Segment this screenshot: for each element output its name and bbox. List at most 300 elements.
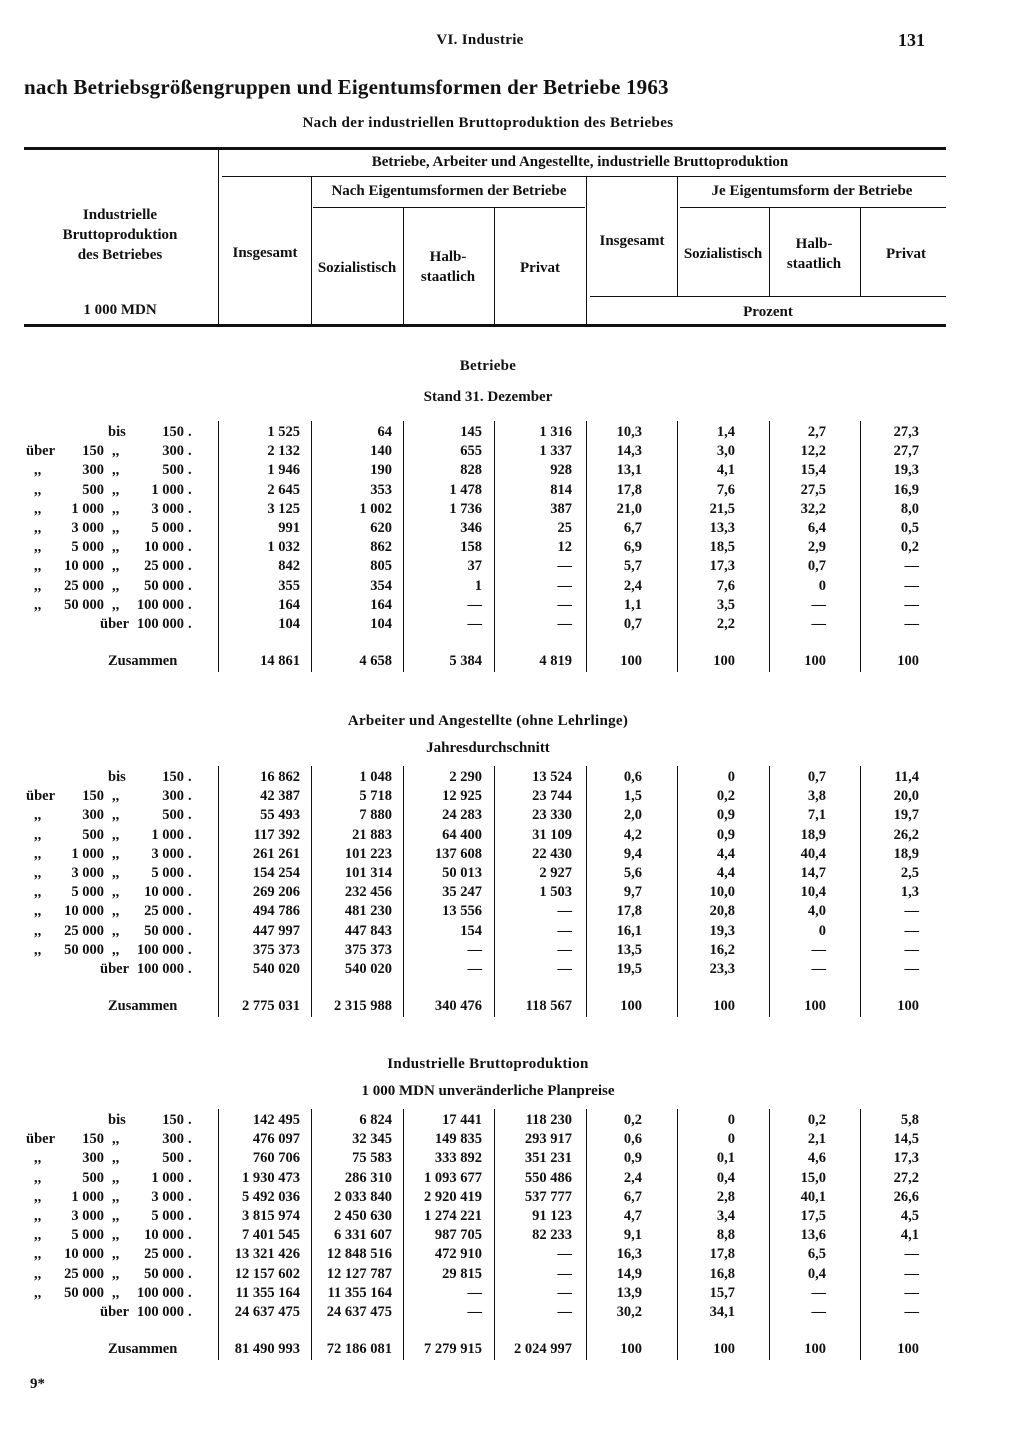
- table-cell: 190: [370, 462, 392, 479]
- table-cell: 0: [818, 922, 826, 939]
- table-cell: 5,7: [623, 558, 642, 575]
- group-pct-header: Je Eigentumsform der Betriebe: [711, 183, 913, 199]
- table-cell: 1 048: [359, 769, 392, 785]
- row-label-dot: .: [188, 1246, 192, 1263]
- row-label-dot: .: [188, 443, 192, 460]
- table-cell: 17,8: [616, 481, 642, 498]
- table-cell: —: [904, 941, 919, 958]
- table-cell: 655: [460, 443, 482, 460]
- table-cell: 13,9: [616, 1284, 642, 1301]
- row-label-from: 150: [82, 788, 104, 805]
- table-cell: 27,2: [893, 1169, 919, 1186]
- table-cell: 4,2: [623, 826, 642, 843]
- table-cell: 0,6: [623, 769, 642, 785]
- table-cell: 26,6: [893, 1188, 919, 1205]
- row-label-dot: .: [188, 1265, 192, 1282]
- table-cell: —: [904, 558, 919, 575]
- table-cell: —: [557, 558, 572, 575]
- row-label-prefix: ,,: [34, 1208, 42, 1224]
- table-cell: 2,2: [716, 616, 735, 632]
- row-label-from: 5 000: [71, 539, 104, 556]
- table-cell: 30,2: [616, 1304, 642, 1320]
- total-cell: 7 279 915: [424, 1341, 482, 1357]
- table-cell: 12 157 602: [234, 1265, 300, 1282]
- table-cell: 1 525: [267, 424, 300, 440]
- row-label-from: 500: [82, 826, 104, 843]
- row-label-from: 1 000: [71, 500, 104, 517]
- row-label-dot: .: [188, 1304, 192, 1320]
- total-cell: 2 315 988: [334, 998, 392, 1014]
- table-cell: 351 231: [524, 1150, 572, 1167]
- total-cell: 100: [620, 653, 642, 669]
- row-label-to: 3 000: [151, 1188, 184, 1205]
- table-cell: 20,8: [709, 903, 735, 920]
- row-label-dot: .: [188, 941, 192, 958]
- table-cell: 1 093 677: [424, 1169, 482, 1186]
- table-cell: 19,7: [893, 807, 919, 824]
- table-cell: 14,5: [893, 1131, 919, 1148]
- table-cell: 1,5: [623, 788, 642, 805]
- table-cell: —: [904, 1246, 919, 1263]
- row-label-prefix: ,,: [34, 1227, 42, 1244]
- total-cell: 2 775 031: [242, 998, 300, 1014]
- table-cell: 620: [370, 520, 392, 536]
- table-cell: 140: [370, 443, 392, 460]
- table-cell: —: [557, 1304, 572, 1320]
- row-label-to: 25 000: [144, 558, 184, 575]
- table-cell: 149 835: [434, 1131, 482, 1148]
- row-label-dot: .: [188, 424, 192, 440]
- row-label-from: 5 000: [71, 1227, 104, 1244]
- table-cell: 1 002: [359, 500, 392, 517]
- row-label-dot: .: [188, 520, 192, 536]
- table-cell: —: [467, 1284, 482, 1301]
- row-label-to: 3 000: [151, 845, 184, 862]
- row-label-from: 300: [82, 807, 104, 824]
- table-cell: 537 777: [524, 1188, 572, 1205]
- row-label-dot: .: [188, 462, 192, 479]
- row-label-to: 1 000: [151, 826, 184, 843]
- table-cell: 4,4: [716, 845, 735, 862]
- table-cell: 158: [460, 539, 482, 556]
- row-label-mid: ,,: [112, 1188, 120, 1205]
- table-cell: 0,5: [900, 520, 919, 536]
- row-label-mid: ,,: [112, 807, 120, 824]
- table-cell: 145: [460, 424, 482, 440]
- row-label-mid: ,,: [112, 558, 120, 575]
- row-label-mid: ,,: [112, 520, 120, 536]
- table-cell: 842: [278, 558, 300, 575]
- total-cell: 100: [804, 653, 826, 669]
- row-label-dot: .: [188, 1112, 192, 1128]
- table-cell: 354: [370, 577, 392, 594]
- table-cell: 2 927: [539, 865, 572, 881]
- row-label-prefix: ,,: [34, 903, 42, 920]
- table-cell: 6,9: [623, 539, 642, 556]
- table-cell: 32,2: [800, 500, 826, 517]
- table-cell: 104: [370, 616, 392, 632]
- table-cell: 353: [370, 481, 392, 498]
- table-cell: —: [467, 1304, 482, 1320]
- row-label-dot: .: [188, 865, 192, 881]
- header-vrule: [311, 177, 312, 324]
- table-cell: 0,7: [807, 558, 826, 575]
- table-cell: 17,8: [709, 1246, 735, 1263]
- row-label-to: 5 000: [151, 865, 184, 881]
- row-label-dot: .: [188, 1150, 192, 1167]
- table-cell: 9,1: [623, 1227, 642, 1244]
- row-label-prefix: ,,: [34, 1169, 42, 1186]
- table-cell: 5,8: [900, 1112, 919, 1128]
- table-cell: 11,4: [894, 769, 919, 785]
- table-cell: 11 355 164: [327, 1284, 392, 1301]
- total-cell: 2 024 997: [514, 1341, 572, 1357]
- row-label-prefix: ,,: [34, 845, 42, 862]
- row-label-dot: .: [188, 1169, 192, 1186]
- table-cell: 13,6: [800, 1227, 826, 1244]
- col-insgesamt-pct-header: Insgesamt: [599, 233, 665, 249]
- row-label-mid: ,,: [112, 1265, 120, 1282]
- table-cell: 13 556: [442, 903, 482, 920]
- table-cell: 14,9: [616, 1265, 642, 1282]
- table-cell: —: [811, 616, 826, 632]
- total-cell: 4 819: [539, 653, 572, 669]
- row-label-to: 500: [162, 1150, 184, 1167]
- table-cell: 7,1: [807, 807, 826, 824]
- table-cell: 27,7: [893, 443, 919, 460]
- page-title: nach Betriebsgrößengruppen und Eigentumsformen der Betriebe 1963: [24, 75, 669, 99]
- table-cell: 0,2: [900, 539, 919, 556]
- table-cell: 24 637 475: [326, 1304, 392, 1320]
- table-cell: 18,9: [800, 826, 826, 843]
- table-cell: 355: [278, 577, 300, 594]
- table-cell: —: [557, 941, 572, 958]
- table-cell: 11 355 164: [235, 1284, 300, 1301]
- table-cell: 0,9: [716, 826, 735, 843]
- row-label-from: 10 000: [64, 558, 104, 575]
- table-cell: 6,7: [623, 520, 642, 536]
- row-label-from: 25 000: [64, 922, 104, 939]
- total-cell: 100: [713, 998, 735, 1014]
- table-cell: 118 230: [525, 1112, 572, 1128]
- total-cell: 118 567: [525, 998, 572, 1014]
- total-cell: 100: [713, 653, 735, 669]
- total-cell: 340 476: [434, 998, 482, 1014]
- total-cell: 5 384: [449, 653, 482, 669]
- table-cell: 293 917: [524, 1131, 572, 1148]
- row-label-dot: .: [188, 1208, 192, 1224]
- header-top-rule: [24, 147, 946, 150]
- table-cell: 1 478: [449, 481, 482, 498]
- row-label-mid: ,,: [112, 1208, 120, 1224]
- table-cell: 104: [278, 616, 300, 632]
- total-cell: 100: [897, 1341, 919, 1357]
- table-cell: 7,6: [716, 481, 735, 498]
- table-cell: 16,1: [616, 922, 642, 939]
- table-cell: 0: [727, 1112, 735, 1128]
- row-label-dot: .: [188, 616, 192, 632]
- table-cell: 15,4: [800, 462, 826, 479]
- table-cell: 17,8: [616, 903, 642, 920]
- table-cell: 64 400: [442, 826, 482, 843]
- table-cell: 13,5: [616, 941, 642, 958]
- table-cell: 2 450 630: [334, 1208, 392, 1224]
- row-label-prefix: ,,: [34, 1188, 42, 1205]
- table-cell: 0,2: [623, 1112, 642, 1128]
- row-label-dot: .: [188, 807, 192, 824]
- table-cell: 4,1: [716, 462, 735, 479]
- table-cell: 23 330: [532, 807, 572, 824]
- table-cell: 375 373: [252, 941, 300, 958]
- table-cell: 814: [550, 481, 572, 498]
- row-label-to: 100 000: [136, 1284, 184, 1301]
- table-cell: 27,5: [800, 481, 826, 498]
- section-title: Arbeiter und Angestellte (ohne Lehrlinge): [347, 713, 629, 729]
- table-cell: 37: [467, 558, 482, 575]
- table-cell: —: [811, 596, 826, 613]
- table-cell: —: [811, 941, 826, 958]
- table-cell: 333 892: [434, 1150, 482, 1167]
- table-cell: —: [467, 941, 482, 958]
- row-label-mid: ,,: [112, 577, 120, 594]
- table-cell: 7,6: [716, 577, 735, 594]
- col-privat-pct-header: Privat: [886, 246, 926, 262]
- table-cell: 15,0: [800, 1169, 826, 1186]
- row-label-dot: .: [188, 845, 192, 862]
- row-label-from: 300: [82, 1150, 104, 1167]
- table-cell: 6 824: [359, 1112, 392, 1128]
- table-cell: 5,6: [623, 865, 642, 881]
- table-cell: 14,7: [800, 865, 826, 881]
- row-label-prefix: ,,: [34, 520, 42, 536]
- table-cell: 17 441: [442, 1112, 482, 1128]
- table-cell: 346: [460, 520, 482, 536]
- table-cell: 3 815 974: [242, 1208, 300, 1224]
- row-label-to: 150: [162, 424, 184, 440]
- row-label-prefix: ,,: [34, 577, 42, 594]
- table-cell: 4,4: [716, 865, 735, 881]
- row-label-from: 50 000: [64, 941, 104, 958]
- row-label-prefix: ,,: [34, 1284, 42, 1301]
- table-cell: 6,5: [807, 1246, 826, 1263]
- row-label-from: 500: [82, 1169, 104, 1186]
- row-label-prefix: ,,: [34, 1265, 42, 1282]
- table-cell: —: [557, 577, 572, 594]
- table-cell: 17,3: [893, 1150, 919, 1167]
- page-subtitle: Nach der industriellen Bruttoproduktion des Betriebes: [302, 115, 674, 131]
- row-label-to: 100 000: [136, 616, 184, 632]
- row-label-mid: ,,: [112, 922, 120, 939]
- table-cell: 164: [370, 596, 392, 613]
- row-label-to: 300: [162, 788, 184, 805]
- row-label-prefix: ,,: [34, 807, 42, 824]
- table-cell: 40,1: [800, 1188, 826, 1205]
- table-cell: 101 314: [344, 865, 392, 881]
- table-cell: 2,0: [623, 807, 642, 824]
- table-cell: 2 033 840: [334, 1188, 392, 1205]
- table-cell: 14,3: [616, 443, 642, 460]
- row-label-from: 1 000: [71, 845, 104, 862]
- table-cell: 13 524: [532, 769, 572, 785]
- total-cell: 100: [620, 998, 642, 1014]
- table-cell: 35 247: [442, 884, 482, 901]
- table-cell: 137 608: [434, 845, 482, 862]
- col-insgesamt-header: Insgesamt: [232, 245, 298, 261]
- table-cell: 18,9: [893, 845, 919, 862]
- row-label-dot: .: [188, 961, 192, 977]
- table-cell: 286 310: [344, 1169, 392, 1186]
- table-cell: 164: [278, 596, 300, 613]
- row-label-to: 3 000: [151, 500, 184, 517]
- table-cell: 17,3: [709, 558, 735, 575]
- table-cell: 0,2: [716, 788, 735, 805]
- col-halb-pct-header: Halb- staatlich: [786, 236, 842, 272]
- total-cell: 4 658: [359, 653, 392, 669]
- page-number: 131: [898, 30, 925, 50]
- row-label-dot: .: [188, 1188, 192, 1205]
- row-label-from: 50 000: [64, 1284, 104, 1301]
- group-pct-rule: [680, 207, 946, 208]
- table-cell: 154: [460, 922, 482, 939]
- row-label-to: 10 000: [144, 884, 184, 901]
- row-label-prefix: über: [26, 443, 55, 460]
- row-label-from: 150: [82, 443, 104, 460]
- row-label-to: 1 000: [151, 1169, 184, 1186]
- table-cell: 7 880: [359, 807, 392, 824]
- table-cell: 1,4: [716, 424, 735, 440]
- table-cell: —: [557, 903, 572, 920]
- row-label-to: 50 000: [144, 922, 184, 939]
- table-cell: 24 637 475: [234, 1304, 300, 1320]
- row-label-to: 10 000: [144, 539, 184, 556]
- table-cell: 16,2: [709, 941, 735, 958]
- row-label-mid: ,,: [112, 941, 120, 958]
- row-label-mid: über: [100, 1304, 129, 1320]
- table-cell: 2,4: [623, 577, 642, 594]
- row-label-mid: ,,: [112, 481, 120, 498]
- table-cell: 0: [727, 1131, 735, 1148]
- super-header-rule: [222, 176, 946, 177]
- table-cell: 82 233: [532, 1227, 572, 1244]
- table-cell: 2,4: [623, 1169, 642, 1186]
- table-cell: 19,3: [893, 462, 919, 479]
- table-cell: 805: [370, 558, 392, 575]
- row-label-from: 25 000: [64, 577, 104, 594]
- row-label-dot: .: [188, 788, 192, 805]
- table-cell: 40,4: [800, 845, 826, 862]
- table-cell: 5 718: [359, 788, 392, 805]
- table-cell: 12 848 516: [326, 1246, 392, 1263]
- table-cell: 476 097: [252, 1131, 300, 1148]
- super-header: Betriebe, Arbeiter und Angestellte, industrielle Bruttoproduktion: [371, 154, 789, 170]
- table-cell: 75 583: [352, 1150, 392, 1167]
- table-cell: 21,0: [616, 500, 642, 517]
- table-cell: 828: [460, 462, 482, 479]
- table-cell: 9,4: [623, 845, 642, 862]
- table-cell: 12,2: [800, 443, 826, 460]
- table-cell: 550 486: [524, 1169, 572, 1186]
- table-cell: 1 503: [539, 884, 572, 901]
- row-label-mid: ,,: [112, 845, 120, 862]
- table-cell: 862: [370, 539, 392, 556]
- section-title: Betriebe: [459, 358, 517, 374]
- row-label-to: 500: [162, 462, 184, 479]
- table-cell: 0,1: [716, 1150, 735, 1167]
- table-cell: 5 492 036: [242, 1188, 300, 1205]
- row-label-prefix: über: [26, 1131, 55, 1148]
- table-cell: 481 230: [344, 903, 392, 920]
- table-cell: 25: [557, 520, 572, 536]
- table-cell: 142 495: [252, 1112, 300, 1128]
- table-cell: —: [557, 1284, 572, 1301]
- row-label-dot: .: [188, 1227, 192, 1244]
- table-cell: 29 815: [442, 1265, 482, 1282]
- table-cell: 1 736: [449, 500, 482, 517]
- row-label-to: 10 000: [144, 1227, 184, 1244]
- row-label-prefix: ,,: [34, 539, 42, 556]
- row-label-from: 3 000: [71, 865, 104, 881]
- total-cell: 100: [897, 998, 919, 1014]
- table-cell: 4,0: [807, 903, 826, 920]
- table-cell: 6 331 607: [334, 1227, 392, 1244]
- section-subtitle: Jahresdurchschnitt: [426, 740, 550, 756]
- table-cell: 17,5: [800, 1208, 826, 1224]
- row-label-dot: .: [188, 558, 192, 575]
- table-cell: 472 910: [434, 1246, 482, 1263]
- table-cell: 19,5: [616, 961, 642, 977]
- prozent-header: Prozent: [743, 304, 793, 320]
- row-label-to: 150: [162, 769, 184, 785]
- row-label-dot: .: [188, 884, 192, 901]
- row-label-from: 500: [82, 481, 104, 498]
- row-label-mid: ,,: [112, 1131, 120, 1148]
- row-label-mid: ,,: [112, 1150, 120, 1167]
- table-cell: 91 123: [532, 1208, 572, 1224]
- table-cell: 26,2: [893, 826, 919, 843]
- table-cell: 232 456: [344, 884, 392, 901]
- table-cell: 1,1: [623, 596, 642, 613]
- row-label-dot: .: [188, 1284, 192, 1301]
- table-cell: 12 925: [442, 788, 482, 805]
- table-cell: 32 345: [352, 1131, 392, 1148]
- row-label-from: 3 000: [71, 520, 104, 536]
- row-label-prefix: ,,: [34, 884, 42, 901]
- table-cell: —: [904, 616, 919, 632]
- table-cell: —: [557, 616, 572, 632]
- total-cell: 100: [713, 1341, 735, 1357]
- table-cell: 10,0: [709, 884, 735, 901]
- table-cell: —: [904, 961, 919, 977]
- row-label-to: 500: [162, 807, 184, 824]
- row-label-prefix: ,,: [34, 941, 42, 958]
- row-label-mid: ,,: [112, 1246, 120, 1263]
- table-cell: 2,9: [807, 539, 826, 556]
- row-label-from: 10 000: [64, 903, 104, 920]
- row-label-prefix: ,,: [34, 500, 42, 517]
- row-label-mid: bis: [108, 424, 126, 440]
- table-cell: 1 337: [539, 443, 572, 460]
- row-label-to: 5 000: [151, 1208, 184, 1224]
- table-cell: —: [904, 596, 919, 613]
- row-label-mid: ,,: [112, 539, 120, 556]
- table-cell: —: [557, 1246, 572, 1263]
- table-cell: 10,4: [800, 884, 826, 901]
- table-cell: 387: [550, 500, 572, 517]
- row-label-mid: ,,: [112, 1169, 120, 1186]
- signature-mark: 9*: [30, 1376, 45, 1392]
- table-cell: 6,4: [807, 520, 826, 536]
- table-cell: —: [904, 922, 919, 939]
